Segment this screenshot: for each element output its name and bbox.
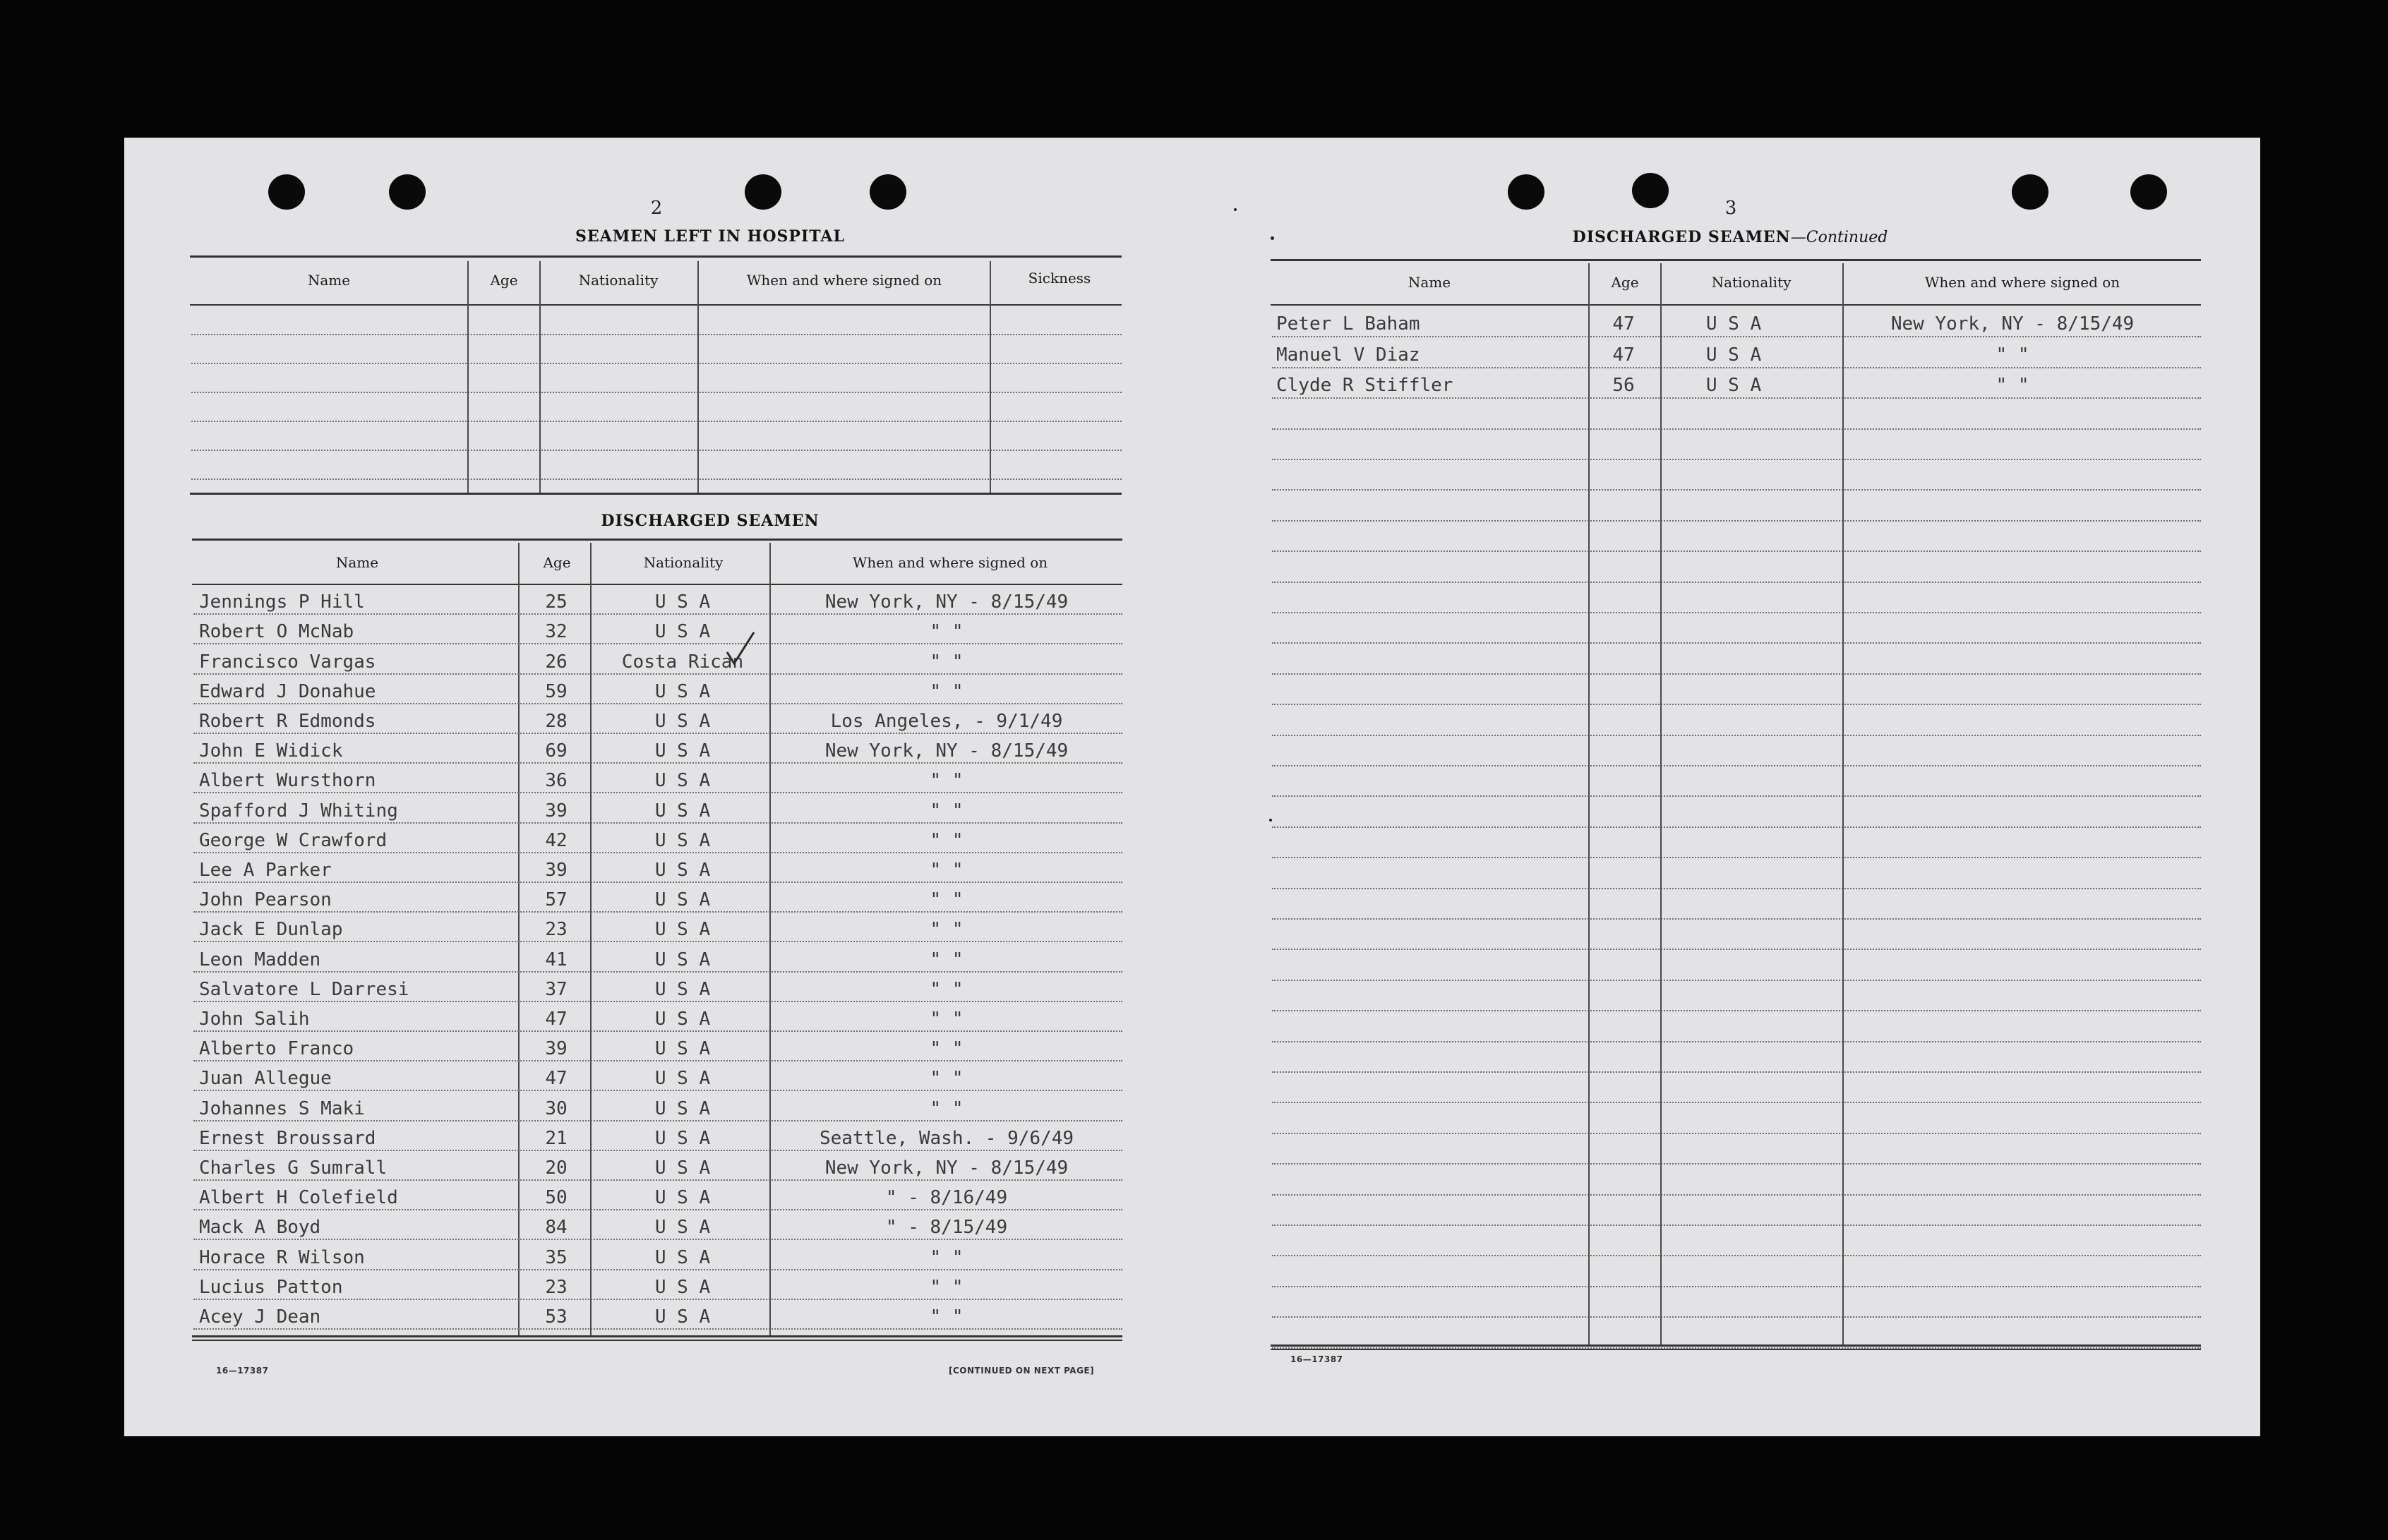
row-rule — [1272, 336, 2201, 337]
row-rule — [191, 479, 1122, 480]
seaman-name: Salvatore L Darresi — [199, 978, 409, 1000]
signed-on: New York, NY - 8/15/49 — [824, 740, 1069, 762]
signed-on: " " — [930, 1009, 964, 1030]
column-header-nationality: Nationality — [643, 554, 724, 571]
signed-on: Los Angeles, - 9/1/49 — [830, 711, 1063, 732]
signed-on: " " — [930, 919, 964, 941]
seaman-nationality: U S A — [654, 919, 711, 941]
seaman-age: 30 — [545, 1097, 568, 1119]
column-divider — [590, 543, 592, 1335]
seaman-nationality: U S A — [654, 711, 711, 732]
seaman-name: Ernest Broussard — [199, 1127, 376, 1149]
seaman-name: Lucius Patton — [199, 1276, 343, 1298]
row-rule — [1272, 428, 2201, 430]
seaman-age: 28 — [545, 711, 568, 732]
row-rule — [191, 450, 1122, 451]
row-rule — [1272, 1225, 2201, 1226]
seaman-name: John Pearson — [199, 889, 332, 911]
seaman-nationality: U S A — [654, 978, 711, 1000]
seaman-name: Edward J Donahue — [199, 680, 376, 702]
seaman-age: 47 — [1612, 313, 1635, 335]
punch-hole — [2012, 174, 2048, 210]
seaman-name: Albert H Colefield — [199, 1187, 398, 1209]
seaman-name: Mack A Boyd — [199, 1217, 321, 1239]
row-rule — [191, 421, 1122, 422]
seaman-name: Manuel V Diaz — [1276, 344, 1420, 366]
seaman-nationality: U S A — [654, 1276, 711, 1298]
seaman-name: George W Crawford — [199, 829, 388, 851]
row-rule — [191, 363, 1122, 364]
row-rule — [193, 673, 1122, 675]
row-rule — [193, 1001, 1122, 1002]
row-rule — [193, 941, 1122, 942]
speck — [1234, 208, 1237, 211]
seaman-nationality: U S A — [654, 1009, 711, 1030]
row-rule — [193, 822, 1122, 824]
seaman-name: Jack E Dunlap — [199, 919, 343, 941]
signed-on: " " — [1996, 344, 2029, 366]
speck — [1271, 236, 1274, 240]
form-number: 16—17387 — [1290, 1354, 1343, 1364]
seaman-age: 69 — [545, 740, 568, 762]
seaman-age: 36 — [545, 770, 568, 792]
seaman-nationality: U S A — [654, 1306, 711, 1328]
column-divider — [1660, 263, 1662, 1345]
punch-hole — [2130, 174, 2167, 210]
row-rule — [1272, 795, 2201, 797]
row-rule — [1272, 489, 2201, 491]
column-header-nationality: Nationality — [578, 272, 659, 289]
row-rule — [193, 733, 1122, 734]
row-rule — [1272, 397, 2201, 399]
row-rule — [1272, 551, 2201, 552]
seaman-age: 25 — [545, 591, 568, 613]
discharged-continued-title — [1529, 228, 1931, 246]
discharged-bottom-rule-2 — [192, 1340, 1122, 1341]
punch-hole — [268, 174, 305, 210]
signed-on: " " — [930, 1068, 964, 1090]
signed-on: New York, NY - 8/15/49 — [824, 1157, 1069, 1179]
signed-on: New York, NY - 8/15/49 — [824, 591, 1069, 613]
title-suffix: —Continued — [1790, 229, 1888, 246]
row-rule — [193, 971, 1122, 973]
column-divider — [1588, 263, 1590, 1345]
header-underline — [1271, 304, 2201, 306]
seaman-age: 35 — [545, 1246, 568, 1268]
seaman-name: Robert R Edmonds — [199, 711, 376, 732]
seaman-name: Charles G Sumrall — [199, 1157, 388, 1179]
seaman-name: Peter L Baham — [1276, 313, 1420, 335]
seaman-nationality: U S A — [654, 1068, 711, 1090]
form-number: 16—17387 — [216, 1366, 269, 1376]
row-rule — [1272, 765, 2201, 766]
column-divider — [518, 543, 520, 1335]
signed-on: " " — [930, 770, 964, 792]
row-rule — [1272, 1102, 2201, 1103]
ledger-sheet — [124, 138, 2260, 1436]
seaman-nationality: U S A — [654, 591, 711, 613]
seaman-name: Acey J Dean — [199, 1306, 321, 1328]
column-header-age: Age — [1611, 274, 1639, 291]
seaman-name: Juan Allegue — [199, 1068, 332, 1090]
signed-on: " " — [930, 978, 964, 1000]
row-rule — [1272, 1255, 2201, 1256]
signed-on: " " — [930, 621, 964, 643]
row-rule — [1272, 642, 2201, 644]
signed-on: " - 8/16/49 — [885, 1187, 1008, 1209]
column-header-nationality: Nationality — [1711, 274, 1792, 291]
signed-on: " " — [1996, 375, 2029, 397]
seaman-name: Johannes S Maki — [199, 1097, 365, 1119]
row-rule — [1272, 888, 2201, 889]
seaman-age: 42 — [545, 829, 568, 851]
row-rule — [193, 1269, 1122, 1270]
seaman-nationality: U S A — [1705, 375, 1762, 397]
row-rule — [1272, 612, 2201, 613]
seaman-nationality: U S A — [654, 1097, 711, 1119]
row-rule — [193, 1239, 1122, 1240]
seaman-nationality: U S A — [654, 1187, 711, 1209]
seaman-age: 39 — [545, 860, 568, 881]
seaman-age: 39 — [545, 1038, 568, 1060]
seaman-age: 47 — [545, 1068, 568, 1090]
continued-bottom-rule-2 — [1271, 1349, 2201, 1350]
row-rule — [193, 792, 1122, 793]
column-divider — [697, 261, 699, 493]
column-header-name: Name — [1408, 274, 1451, 291]
check-mark-icon — [724, 628, 760, 670]
row-rule — [193, 852, 1122, 853]
column-divider — [467, 261, 469, 493]
row-rule — [193, 1150, 1122, 1151]
speck — [1269, 819, 1272, 822]
seaman-age: 53 — [545, 1306, 568, 1328]
signed-on: " " — [930, 889, 964, 911]
column-header-age: Age — [490, 272, 518, 289]
signed-on: " " — [930, 1097, 964, 1119]
row-rule — [193, 1299, 1122, 1300]
row-rule — [1272, 1041, 2201, 1042]
column-divider — [539, 261, 541, 493]
seaman-name: John Salih — [199, 1009, 310, 1030]
signed-on: New York, NY - 8/15/49 — [1890, 313, 2135, 335]
signed-on: Seattle, Wash. - 9/6/49 — [819, 1127, 1074, 1149]
row-rule — [193, 703, 1122, 704]
column-header-signed-on: When and where signed on — [1924, 274, 2120, 291]
row-rule — [1272, 704, 2201, 705]
seaman-name: Albert Wursthorn — [199, 770, 376, 792]
column-header-name: Name — [335, 554, 379, 571]
signed-on: " " — [930, 680, 964, 702]
continued-top-rule — [1271, 259, 2201, 261]
hospital-bottom-rule — [190, 493, 1122, 495]
header-underline — [190, 304, 1122, 306]
seaman-nationality: U S A — [654, 949, 711, 970]
row-rule — [1272, 1194, 2201, 1196]
seaman-name: Clyde R Stiffler — [1276, 375, 1453, 397]
row-rule — [1272, 1286, 2201, 1287]
signed-on: " " — [930, 1306, 964, 1328]
discharged-bottom-rule — [192, 1335, 1122, 1337]
page-number: 2 — [650, 198, 663, 219]
seaman-age: 37 — [545, 978, 568, 1000]
seaman-name: Spafford J Whiting — [199, 800, 398, 822]
row-rule — [1272, 949, 2201, 950]
row-rule — [193, 1090, 1122, 1091]
seaman-nationality: U S A — [654, 1157, 711, 1179]
seaman-age: 26 — [545, 651, 568, 673]
hospital-section-title: SEAMEN LEFT IN HOSPITAL — [575, 227, 845, 246]
seaman-nationality: U S A — [654, 1217, 711, 1239]
row-rule — [1272, 582, 2201, 583]
row-rule — [191, 392, 1122, 393]
seaman-age: 50 — [545, 1187, 568, 1209]
signed-on: " " — [930, 651, 964, 673]
row-rule — [193, 613, 1122, 615]
row-rule — [193, 762, 1122, 764]
seaman-name: John E Widick — [199, 740, 343, 762]
row-rule — [1272, 520, 2201, 522]
row-rule — [193, 1209, 1122, 1210]
signed-on: " " — [930, 800, 964, 822]
column-divider — [1842, 263, 1844, 1345]
header-underline — [192, 584, 1122, 585]
seaman-nationality: U S A — [1705, 313, 1762, 335]
seaman-nationality: U S A — [654, 800, 711, 822]
seaman-name: Leon Madden — [199, 949, 321, 970]
seaman-age: 23 — [545, 1276, 568, 1298]
row-rule — [193, 1030, 1122, 1032]
seaman-age: 41 — [545, 949, 568, 970]
seaman-name: Jennings P Hill — [199, 591, 365, 613]
signed-on: " " — [930, 949, 964, 970]
page-number: 3 — [1724, 198, 1737, 219]
seaman-name: Robert O McNab — [199, 621, 354, 643]
row-rule — [1272, 1010, 2201, 1011]
row-rule — [191, 334, 1122, 335]
seaman-nationality: U S A — [654, 1127, 711, 1149]
seaman-nationality: U S A — [654, 889, 711, 911]
row-rule — [1272, 857, 2201, 858]
row-rule — [193, 1328, 1122, 1330]
column-header-sickness: Sickness — [1028, 270, 1091, 287]
hospital-top-rule — [190, 255, 1122, 258]
column-header-signed-on: When and where signed on — [852, 554, 1048, 571]
column-header-signed-on: When and where signed on — [746, 272, 942, 289]
row-rule — [1272, 918, 2201, 920]
row-rule — [1272, 1316, 2201, 1318]
row-rule — [1272, 1071, 2201, 1073]
seaman-name: Francisco Vargas — [199, 651, 376, 673]
seaman-age: 20 — [545, 1157, 568, 1179]
seaman-nationality: U S A — [1705, 344, 1762, 366]
seaman-name: Alberto Franco — [199, 1038, 354, 1060]
seaman-age: 39 — [545, 800, 568, 822]
signed-on: " " — [930, 1276, 964, 1298]
row-rule — [1272, 1163, 2201, 1165]
seaman-age: 56 — [1612, 375, 1635, 397]
seaman-name: Lee A Parker — [199, 860, 332, 881]
seaman-name: Horace R Wilson — [199, 1246, 365, 1268]
row-rule — [193, 1060, 1122, 1061]
row-rule — [193, 911, 1122, 913]
seaman-age: 47 — [545, 1009, 568, 1030]
seaman-age: 21 — [545, 1127, 568, 1149]
row-rule — [1272, 980, 2201, 981]
seaman-nationality: U S A — [654, 621, 711, 643]
punch-hole — [389, 174, 426, 210]
seaman-age: 32 — [545, 621, 568, 643]
column-divider — [990, 261, 991, 493]
punch-hole — [1508, 174, 1544, 210]
seaman-nationality: Costa Rican — [621, 651, 744, 673]
seaman-nationality: U S A — [654, 740, 711, 762]
punch-hole — [1632, 173, 1669, 208]
row-rule — [1272, 459, 2201, 460]
seaman-nationality: U S A — [654, 770, 711, 792]
row-rule — [1272, 367, 2201, 368]
row-rule — [193, 1179, 1122, 1181]
seaman-age: 84 — [545, 1217, 568, 1239]
title-main: DISCHARGED SEAMEN — [1572, 228, 1791, 246]
signed-on: " " — [930, 829, 964, 851]
row-rule — [193, 882, 1122, 883]
seaman-age: 47 — [1612, 344, 1635, 366]
row-rule — [1272, 1133, 2201, 1134]
row-rule — [193, 1120, 1122, 1121]
seaman-nationality: U S A — [654, 680, 711, 702]
seaman-nationality: U S A — [654, 1038, 711, 1060]
seaman-nationality: U S A — [654, 860, 711, 881]
punch-hole — [745, 174, 781, 210]
discharged-top-rule — [192, 539, 1122, 541]
signed-on: " " — [930, 1038, 964, 1060]
row-rule — [1272, 735, 2201, 736]
signed-on: " " — [930, 860, 964, 881]
row-rule — [1272, 673, 2201, 675]
row-rule — [193, 643, 1122, 644]
seaman-age: 57 — [545, 889, 568, 911]
column-header-name: Name — [307, 272, 351, 289]
column-header-age: Age — [543, 554, 571, 571]
signed-on: " " — [930, 1246, 964, 1268]
discharged-section-title: DISCHARGED SEAMEN — [601, 512, 820, 530]
continued-bottom-rule — [1271, 1345, 2201, 1347]
signed-on: " - 8/15/49 — [885, 1217, 1008, 1239]
punch-hole — [870, 174, 906, 210]
column-divider — [769, 543, 771, 1335]
seaman-nationality: U S A — [654, 829, 711, 851]
seaman-nationality: U S A — [654, 1246, 711, 1268]
seaman-age: 59 — [545, 680, 568, 702]
continued-note: [CONTINUED ON NEXT PAGE] — [949, 1366, 1095, 1376]
row-rule — [1272, 826, 2201, 828]
seaman-age: 23 — [545, 919, 568, 941]
